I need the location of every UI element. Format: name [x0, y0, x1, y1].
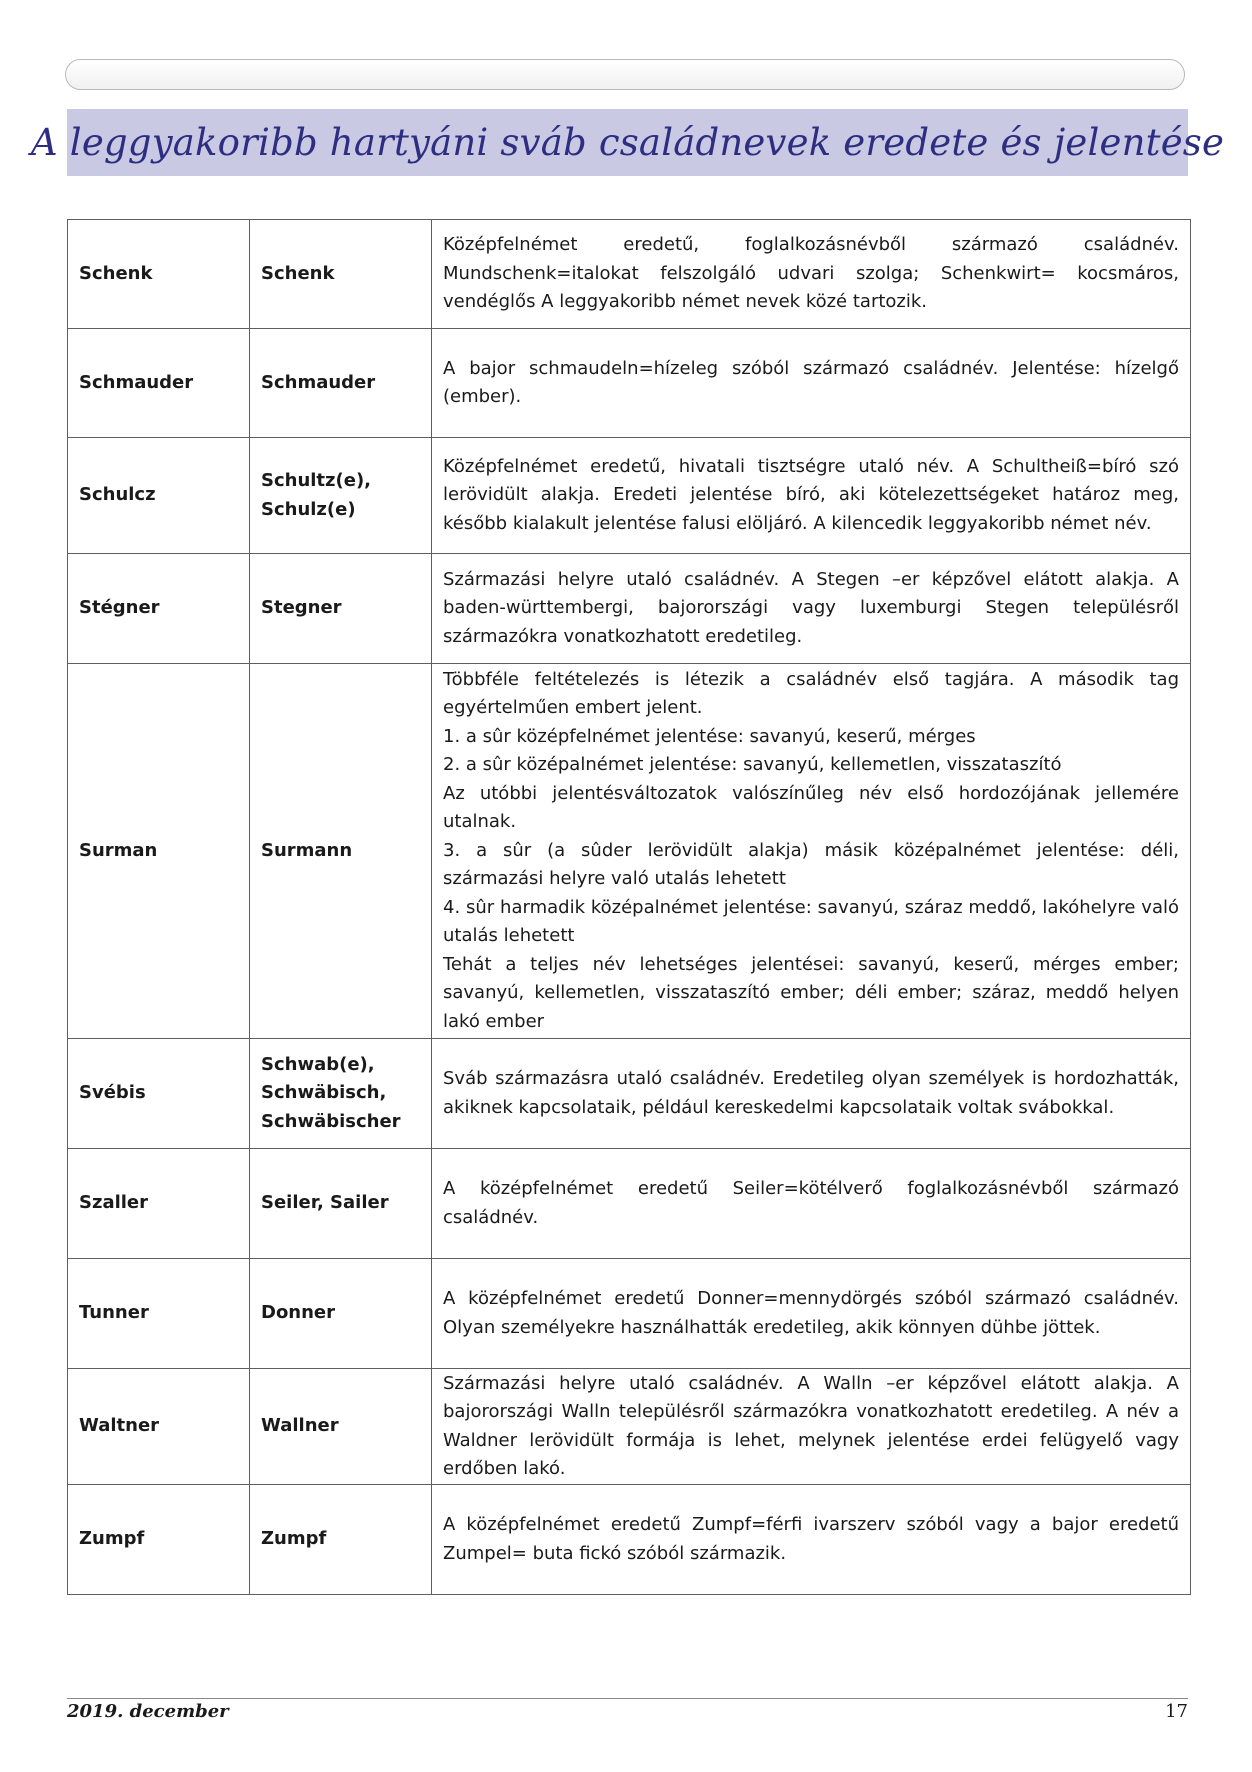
- description-cell: Származási helyre utaló családnév. A Stegen –er képzővel elátott alakja. A baden-württembergi, bajorországi vagy luxemburgi Stegen településről származókra vonatkozhatott eredetileg.: [432, 554, 1191, 664]
- table-row: [68, 664, 1191, 1039]
- table-row: [68, 1149, 1191, 1259]
- description-line: 1. a sûr középfelnémet jelentése: savanyú, keserű, mérges: [443, 725, 976, 747]
- description-line: 2. a sûr középalnémet jelentése: savanyú, kellemetlen, visszataszító: [443, 754, 1062, 776]
- table-row: [68, 1259, 1191, 1369]
- footer-date: 2019. december: [67, 1701, 229, 1722]
- local-name-cell: Schulcz: [68, 438, 250, 554]
- description-cell: A középfelnémet eredetű Seiler=kötélverő foglalkozásnévből származó családnév.: [432, 1149, 1191, 1259]
- description-cell: [432, 664, 1191, 1039]
- german-name-cell: Donner: [250, 1259, 432, 1369]
- local-name-cell: Schmauder: [68, 329, 250, 438]
- header-decoration-bar: [65, 59, 1185, 90]
- german-name-cell: Schenk: [250, 220, 432, 329]
- description-cell: Sváb származásra utaló családnév. Eredetileg olyan személyek is hordozhatták, akiknek kapcsolataik, például kereskedelmi kapcsolataik voltak svábokkal.: [432, 1039, 1191, 1149]
- title-banner: [30, 109, 1225, 176]
- local-name-cell: Waltner: [68, 1369, 250, 1485]
- german-name-cell: Schmauder: [250, 329, 432, 438]
- german-name-cell: Schultz(e), Schulz(e): [250, 438, 432, 554]
- description-cell: A bajor schmaudeln=hízeleg szóból származó családnév. Jelentése: hízelgő (ember).: [432, 329, 1191, 438]
- german-name-cell: Schwab(e), Schwäbisch, Schwäbischer: [250, 1039, 432, 1149]
- description-line: 3. a sûr (a sûder lerövidült alakja) másik középalnémet jelentése: déli, származási helyre való utalás lehetett: [443, 839, 1179, 890]
- page-number: 17: [1165, 1701, 1188, 1722]
- german-name-cell: Stegner: [250, 554, 432, 664]
- german-name-cell: Seiler, Sailer: [250, 1149, 432, 1259]
- description-cell: Származási helyre utaló családnév. A Walln –er képzővel elátott alakja. A bajorországi Walln településről származókra vonatkozhatott eredetileg. A név a Waldner lerövidült formája is lehet, melynek jelentése erdei felügyelő vagy erdőben lakó.: [432, 1369, 1191, 1485]
- description-line: Többféle feltételezés is létezik a családnév első tagjára. A második tag egyértelműen embert jelent.: [443, 668, 1179, 719]
- table-row: [68, 1039, 1191, 1149]
- description-line: 4. sûr harmadik középalnémet jelentése: savanyú, száraz meddő, lakóhelyre való utalás lehetett: [443, 896, 1179, 947]
- table-row: [68, 1485, 1191, 1595]
- description-cell: A középfelnémet eredetű Zumpf=férfi ivarszerv szóból vagy a bajor eredetű Zumpel= buta fickó szóból származik.: [432, 1485, 1191, 1595]
- footer-divider: [67, 1698, 1188, 1699]
- table-row: [68, 220, 1191, 329]
- table-row: [68, 1369, 1191, 1485]
- german-name-cell: Zumpf: [250, 1485, 432, 1595]
- local-name-cell: Zumpf: [68, 1485, 250, 1595]
- description-line: Az utóbbi jelentésváltozatok valószínűleg név első hordozójának jellemére utalnak.: [443, 782, 1179, 833]
- local-name-cell: Stégner: [68, 554, 250, 664]
- description-cell: Középfelnémet eredetű, foglalkozásnévből származó családnév. Mundschenk=italokat felszolgáló udvari szolga; Schenkwirt= kocsmáros, vendéglős A leggyakoribb német nevek közé tartozik.: [432, 220, 1191, 329]
- local-name-cell: Tunner: [68, 1259, 250, 1369]
- description-cell: A középfelnémet eredetű Donner=mennydörgés szóból származó családnév. Olyan személyekre használhatták eredetileg, akik könnyen dühbe jöttek.: [432, 1259, 1191, 1369]
- table-row: [68, 438, 1191, 554]
- local-name-cell: Schenk: [68, 220, 250, 329]
- description-line: Tehát a teljes név lehetséges jelentései: savanyú, keserű, mérges ember; savanyú, kellemetlen, visszataszító ember; déli ember; száraz, meddő helyen lakó ember: [443, 953, 1179, 1032]
- table-row: [68, 554, 1191, 664]
- german-name-cell: Wallner: [250, 1369, 432, 1485]
- local-name-cell: Surman: [68, 664, 250, 1039]
- surname-table: [67, 219, 1191, 1595]
- local-name-cell: Szaller: [68, 1149, 250, 1259]
- description-cell: Középfelnémet eredetű, hivatali tisztségre utaló név. A Schultheiß=bíró szó lerövidült alakja. Eredeti jelentése bíró, aki kötelezettségeket határoz meg, később kialakult jelentése falusi elöljáró. A kilencedik leggyakoribb német név.: [432, 438, 1191, 554]
- table-row: [68, 329, 1191, 438]
- page-title: A leggyakoribb hartyáni sváb családnevek eredete és jelentése: [30, 121, 1225, 164]
- local-name-cell: Svébis: [68, 1039, 250, 1149]
- german-name-cell: Surmann: [250, 664, 432, 1039]
